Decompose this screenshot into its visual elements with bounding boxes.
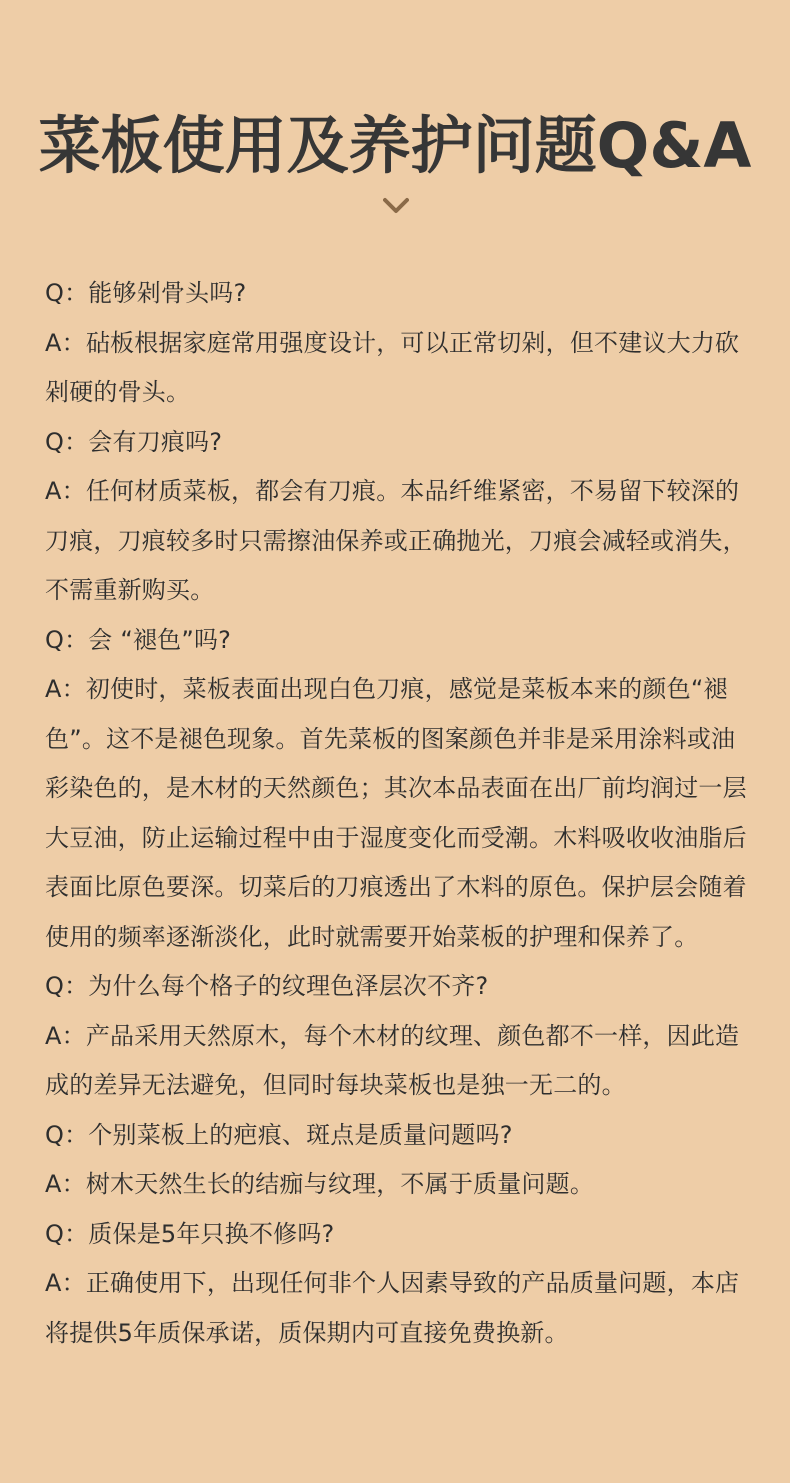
answer-text: A：产品采用天然原木，每个木材的纹理、颜色都不一样，因此造成的差异无法避免，但同时每块菜板也是独一无二的。 (45, 1021, 740, 1099)
header (0, 108, 790, 184)
page-title: 菜板使用及养护问题Q&A (38, 109, 752, 182)
question-text: Q：会有刀痕吗? (45, 427, 223, 456)
question-text: Q：个别菜板上的疤痕、斑点是质量问题吗? (45, 1120, 513, 1149)
qa-item (45, 962, 750, 1111)
qa-item (45, 616, 750, 963)
qa-list (45, 269, 750, 1358)
question-text: Q：质保是5年只换不修吗? (45, 1219, 335, 1248)
question-text: Q：会 “褪色”吗? (45, 625, 232, 654)
qa-item (45, 1111, 750, 1210)
qa-item (45, 1210, 750, 1359)
answer-text: A：正确使用下，出现任何非个人因素导致的产品质量问题，本店将提供5年质保承诺，质保期内可直接免费换新。 (45, 1269, 740, 1347)
answer-text: A：树木天然生长的结痂与纹理，不属于质量问题。 (45, 1170, 595, 1198)
answer-text: A：任何材质菜板，都会有刀痕。本品纤维紧密，不易留下较深的刀痕，刀痕较多时只需擦油保养或正确抛光，刀痕会减轻或消失，不需重新购买。 (45, 477, 747, 604)
chevron-down-icon (383, 196, 409, 216)
qa-item (45, 418, 750, 616)
answer-text: A：砧板根据家庭常用强度设计，可以正常切剁，但不建议大力砍剁硬的骨头。 (45, 328, 740, 406)
qa-item (45, 269, 750, 418)
question-text: Q：能够剁骨头吗? (45, 279, 247, 307)
answer-text: A：初使时，菜板表面出现白色刀痕，感觉是菜板本来的颜色“褪色”。这不是褪色现象。首先菜板的图案颜色并非是采用涂料或油彩染色的，是木材的天然颜色；其次本品表面在出厂前均润过一层大豆油，防止运输过程中由于湿度变化而受潮。木料吸收收油脂后表面比原色要深。切菜后的刀痕透出了木料的原色。保护层会随着使用的频率逐渐淡化，此时就需要开始菜板的护理和保养了。 (45, 675, 747, 951)
question-text: Q：为什么每个格子的纹理色泽层次不齐? (45, 972, 489, 1000)
